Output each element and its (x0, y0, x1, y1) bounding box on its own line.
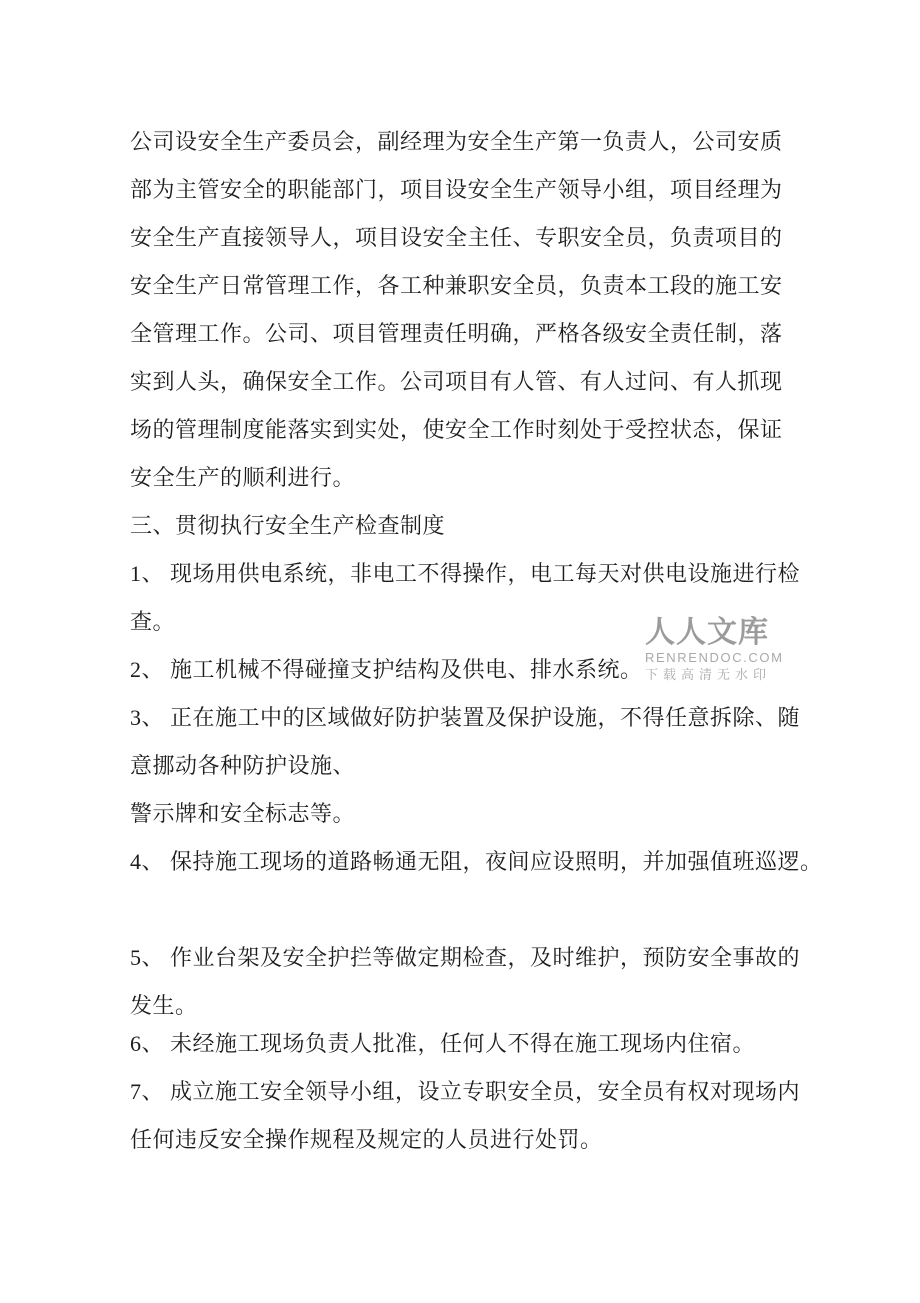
watermark-domain: RENRENDOC.COM (645, 650, 784, 665)
text-line: 全管理工作。公司、项目管理责任明确，严格各级安全责任制，落 (130, 321, 783, 346)
list-item-6 (130, 1020, 830, 1068)
text-line: 场的管理制度能落实到实处，使安全工作时刻处于受控状态，保证 (130, 417, 783, 442)
site-watermark (645, 618, 825, 682)
text-line: 警示牌和安全标志等。 (130, 801, 356, 826)
watermark-tagline: 下载高清无水印 (645, 667, 772, 682)
text-line: 部为主管安全的职能部门，项目设安全生产领导小组，项目经理为 (130, 177, 783, 202)
text-line: 5、 作业台架及安全护拦等做定期检查，及时维护，预防安全事故的 (130, 945, 801, 970)
text-line: 安全生产的顺利进行。 (130, 465, 356, 490)
section-heading: 三、贯彻执行安全生产检查制度 (130, 513, 446, 538)
text-line: 4、 保持施工现场的道路畅通无阻，夜间应设照明，并加强值班巡逻。 (130, 849, 823, 874)
text-line: 任何违反安全操作规程及规定的人员进行处罚。 (130, 1127, 603, 1152)
list-item-4 (130, 838, 830, 886)
text-line: 意挪动各种防护设施、 (130, 753, 356, 778)
text-line: 2、 施工机械不得碰撞支护结构及供电、排水系统。 (130, 657, 643, 682)
list-item-7 (130, 1068, 830, 1164)
lead-paragraph (130, 118, 830, 502)
text-line: 安全生产日常管理工作，各工种兼职安全员，负责本工段的施工安 (130, 273, 783, 298)
text-line: 6、 未经施工现场负责人批准，任何人不得在施工现场内住宿。 (130, 1031, 756, 1056)
text-line: 公司设安全生产委员会，副经理为安全生产第一负责人，公司安质 (130, 129, 783, 154)
watermark-logo-text: 人人文库 (645, 616, 769, 649)
list-item-3 (130, 694, 830, 838)
text-line: 发生。 (130, 993, 198, 1018)
text-line: 3、 正在施工中的区域做好防护装置及保护设施，不得任意拆除、随 (130, 705, 801, 730)
text-line: 查。 (130, 609, 176, 634)
list-item-5 (130, 934, 830, 1030)
text-line: 7、 成立施工安全领导小组，设立专职安全员，安全员有权对现场内 (130, 1079, 801, 1104)
text-line: 安全生产直接领导人，项目设安全主任、专职安全员，负责项目的 (130, 225, 783, 250)
text-line: 1、 现场用供电系统，非电工不得操作，电工每天对供电设施进行检 (130, 561, 801, 586)
text-line: 实到人头，确保安全工作。公司项目有人管、有人过问、有人抓现 (130, 369, 783, 394)
